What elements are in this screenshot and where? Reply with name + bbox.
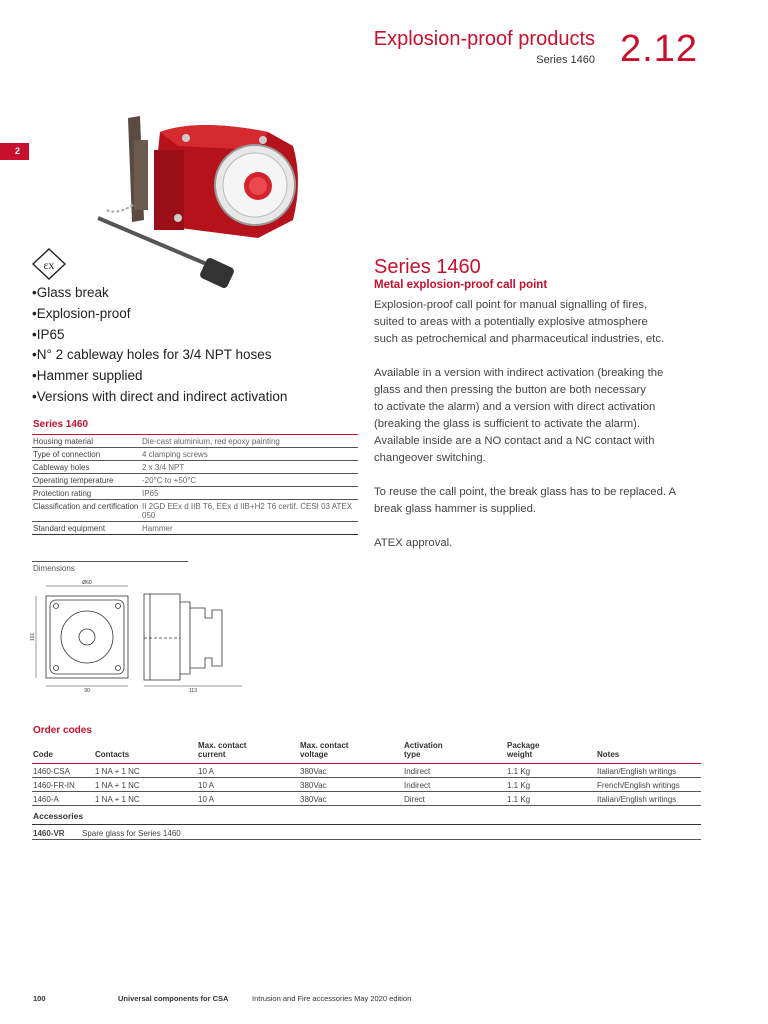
spec-row [32,500,358,522]
spec-label: Operating temperature [33,476,114,485]
page-title: Explosion-proof products [373,28,595,50]
cell-weight: 1.1 Kg [507,767,531,776]
spec-row [32,448,358,461]
table-row [32,764,701,778]
footer-brand: Universal components for CSA [118,994,229,1003]
cell-code: 1460-FR-IN [33,781,75,790]
cell-activation: Direct [404,795,425,804]
spec-row [32,435,358,448]
column-header: Max. contact current [198,741,247,759]
dimensions-label: Dimensions [33,564,75,573]
spec-row [32,522,358,535]
spec-label: Classification and certification [33,502,139,511]
accessory-code: 1460-VR [33,829,65,838]
feature-item: • Versions with direct and indirect activation [32,387,287,408]
spec-value: Die-cast aluminium, red epoxy painting [142,437,280,446]
spec-value: II 2GD EEx d IIB T6, EEx d IIB+H2 T6 certif. CESI 03 ATEX 050 [142,502,353,520]
table-row [32,778,701,792]
spec-label: Cableway holes [33,463,90,472]
spec-value: 2 x 3/4 NPT [142,463,185,472]
page-subtitle: Series 1460 [536,54,595,66]
dimension-top: Ø60 [82,580,92,586]
page-number: 100 [33,994,46,1003]
cell-current: 10 A [198,795,215,804]
feature-item: • Explosion-proof [32,304,287,325]
ex-atex-icon [32,248,66,280]
table-row [32,792,701,806]
footer-edition: Intrusion and Fire accessories May 2020 edition [252,994,412,1003]
feature-item: • N° 2 cableway holes for 3/4 NPT hoses [32,345,287,366]
cell-code: 1460-CSA [33,767,70,776]
spec-row [32,487,358,500]
column-header: Activation type [404,741,443,759]
spec-label: Housing material [33,437,94,446]
svg-text:εx: εx [43,258,55,272]
feature-item: • Glass break [32,283,287,304]
spec-label: Type of connection [33,450,101,459]
cell-activation: Indirect [404,767,431,776]
spec-value: -20°C to +50°C [142,476,197,485]
cell-contacts: 1 NA + 1 NC [95,795,140,804]
dimension-drawing [30,578,250,693]
spec-row [32,474,358,487]
cell-current: 10 A [198,781,215,790]
series-description [374,297,714,569]
dimension-bottom-left: 90 [84,688,90,693]
description-paragraph: Available in a version with indirect activation (breaking the glass and then pressing the button are both necessary to activate the alarm) and a version with direct activation (breaking the glass is sufficient to activate the alarm). Available inside are a NO contact and a NC contact with changeover switching. [374,367,664,464]
cell-contacts: 1 NA + 1 NC [95,781,140,790]
cell-contacts: 1 NA + 1 NC [95,767,140,776]
spec-label: Standard equipment [33,524,106,533]
cell-notes: Italian/English writings [597,767,677,776]
cell-notes: Italian/English writings [597,795,677,804]
section-number: 2.12 [620,28,698,70]
cell-current: 10 A [198,767,215,776]
accessory-description: Spare glass for Series 1460 [82,829,181,838]
product-image [88,110,308,300]
accessories-row [32,824,701,840]
cell-weight: 1.1 Kg [507,795,531,804]
spec-value: IP65 [142,489,159,498]
cell-voltage: 380Vac [300,767,327,776]
feature-item: • IP65 [32,325,287,346]
order-codes-title: Order codes [33,725,92,736]
series-title: Series 1460 [374,256,481,278]
divider [32,561,188,562]
spec-value: 4 clamping screws [142,450,208,459]
column-header: Max. contact voltage [300,741,349,759]
description-paragraph: ATEX approval. [374,537,453,549]
spec-table [32,434,358,535]
spec-row [32,461,358,474]
cell-activation: Indirect [404,781,431,790]
table-header [32,738,701,764]
dimension-side: 101 [30,632,36,642]
spec-label: Protection rating [33,489,92,498]
series-subtitle: Metal explosion-proof call point [374,279,548,291]
order-codes-table [32,738,701,806]
description-paragraph: Explosion-proof call point for manual signalling of fires, suited to areas with a potentially explosive atmosphere such as petrochemical and pharmaceutical industries, etc. [374,299,665,345]
column-header: Package weight [507,741,540,759]
description-paragraph: To reuse the call point, the break glass has to be replaced. A break glass hammer is supplied. [374,486,677,515]
feature-list [32,283,287,408]
accessories-title: Accessories [33,811,84,821]
spec-table-title: Series 1460 [33,419,89,430]
column-header: Notes [597,750,620,759]
spec-value: Hammer [142,524,173,533]
cell-voltage: 380Vac [300,781,327,790]
column-header: Code [33,750,53,759]
column-header: Contacts [95,750,130,759]
chapter-tab: 2 [0,143,29,160]
cell-voltage: 380Vac [300,795,327,804]
cell-notes: French/English writings [597,781,680,790]
feature-item: • Hammer supplied [32,366,287,387]
dimension-bottom-right: 113 [189,688,197,693]
cell-code: 1460-A [33,795,59,804]
cell-weight: 1.1 Kg [507,781,531,790]
